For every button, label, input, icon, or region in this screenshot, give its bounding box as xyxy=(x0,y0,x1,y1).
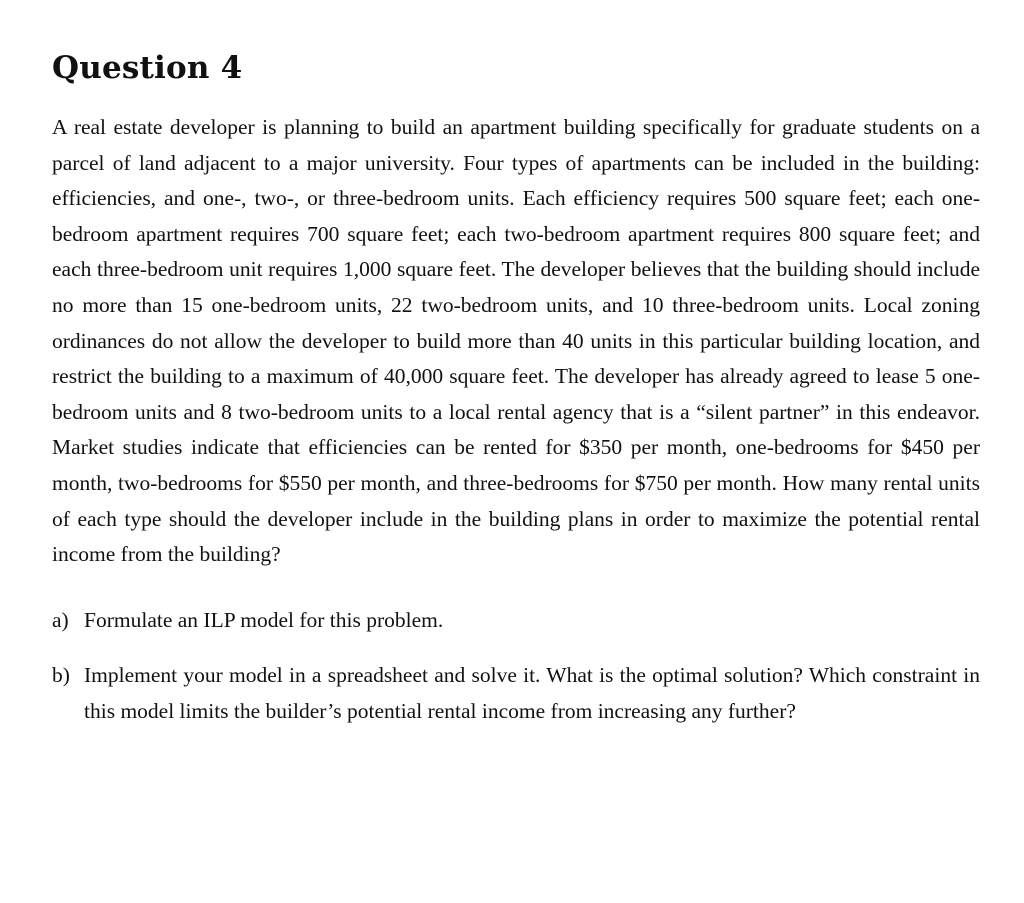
part-b-label: b) xyxy=(52,663,70,688)
question-title: Question 4 xyxy=(52,50,243,86)
question-parts xyxy=(52,603,980,730)
part-b-text: Implement your model in a spreadsheet and solve it. What is the optimal solution? Which constraint in this model limits the builder’s potential rental income from increasing any further? xyxy=(84,663,980,723)
question-part-a xyxy=(52,603,980,639)
part-a-text: Formulate an ILP model for this problem. xyxy=(84,607,444,632)
part-a-label: a) xyxy=(52,607,69,632)
question-body: A real estate developer is planning to build an apartment building specifically for graduate students on a parcel of land adjacent to a major university. Four types of apartments can be included in the building: efficiencies, and one-, two-, or three-bedroom units. Each efficiency requires 500 square feet; each one-bedroom apartment requires 700 square feet; each two-bedroom apartment requires 800 square feet; and each three-bedroom unit requires 1,000 square feet. The developer believes that the building should include no more than 15 one-bedroom units, 22 two-bedroom units, and 10 three-bedroom units. Local zoning ordinances do not allow the developer to build more than 40 units in this particular building location, and restrict the building to a maximum of 40,000 square feet. The developer has already agreed to lease 5 one-bedroom units and 8 two-bedroom units to a local rental agency that is a “silent partner” in this endeavor. Market studies indicate that efficiencies can be rented for $350 per month, one-bedrooms for $450 per month, two-bedrooms for $550 per month, and three-bedrooms for $750 per month. How many rental units of each type should the developer include in the building plans in order to maximize the potential rental income from the building? xyxy=(52,115,980,567)
document-page xyxy=(52,46,980,750)
question-part-b xyxy=(52,658,980,729)
